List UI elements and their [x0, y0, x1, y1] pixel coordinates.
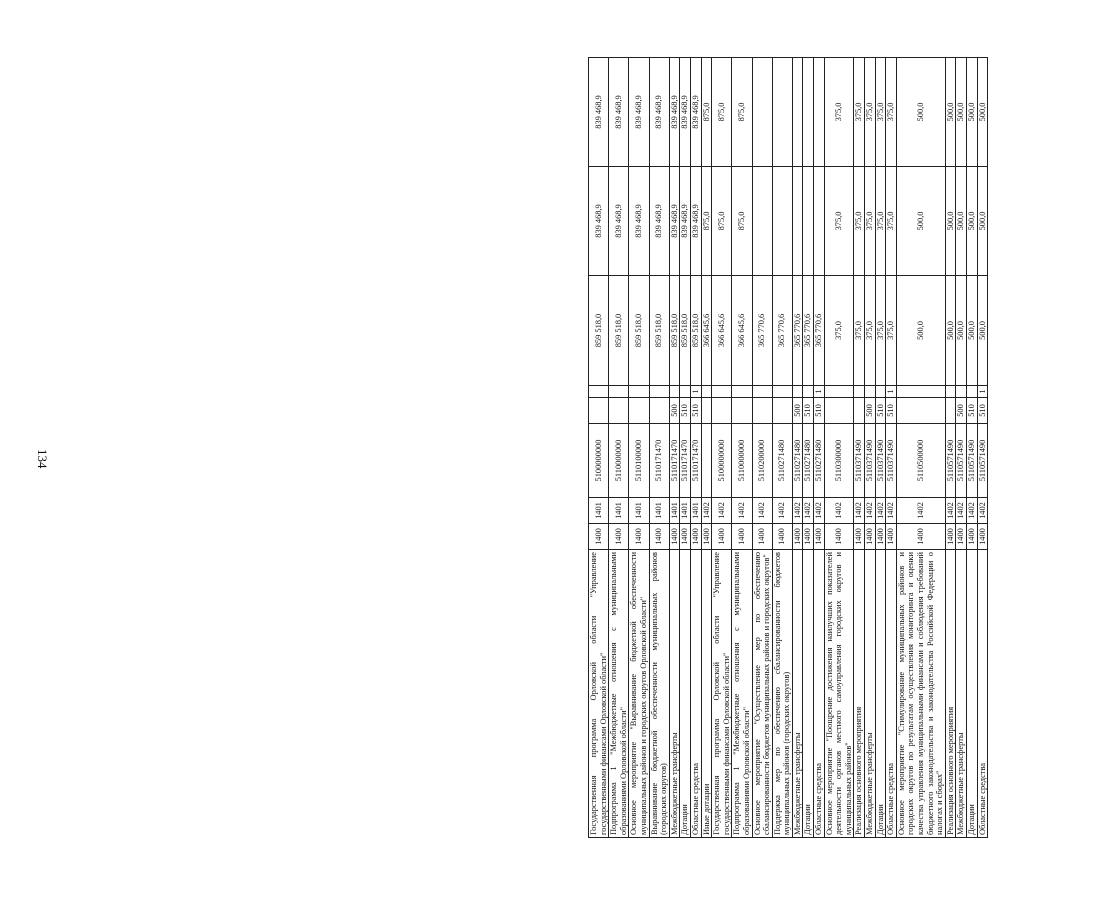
- row-marker: [772, 386, 792, 398]
- amount-year-3: 839 468,9: [649, 58, 669, 167]
- amount-year-1: 375,0: [854, 276, 865, 386]
- section-code: 1400: [609, 524, 629, 550]
- table-row: [629, 58, 649, 838]
- row-marker: 1: [886, 386, 897, 398]
- amount-year-3: 500,0: [945, 58, 956, 167]
- amount-year-1: 500,0: [956, 276, 967, 386]
- section-code: 1400: [732, 524, 752, 550]
- target-article-code: 5100000000: [712, 424, 732, 498]
- amount-year-1: 500,0: [945, 276, 956, 386]
- section-code: 1400: [977, 524, 988, 550]
- expense-type-code: [732, 398, 752, 424]
- row-marker: [966, 386, 977, 398]
- row-name: Реализация основного мероприятия: [854, 550, 865, 838]
- amount-year-3: 500,0: [956, 58, 967, 167]
- target-article-code: 5110171470: [669, 424, 680, 498]
- expense-type-code: [629, 398, 649, 424]
- table-row: [589, 58, 609, 838]
- section-code: 1400: [629, 524, 649, 550]
- table-row: [712, 58, 732, 838]
- section-code: 1400: [956, 524, 967, 550]
- expense-type-code: [701, 398, 712, 424]
- table-row: [701, 58, 712, 838]
- amount-year-3: 839 468,9: [669, 58, 680, 167]
- subsection-code: 1401: [690, 498, 701, 524]
- row-name: Областные средства: [690, 550, 701, 838]
- amount-year-3: 500,0: [896, 58, 945, 167]
- amount-year-1: 859 518,0: [649, 276, 669, 386]
- amount-year-2: 839 468,9: [669, 167, 680, 276]
- expense-type-code: 510: [977, 398, 988, 424]
- amount-year-3: [792, 58, 803, 167]
- target-article-code: [701, 424, 712, 498]
- section-code: 1400: [824, 524, 854, 550]
- expense-type-code: [712, 398, 732, 424]
- table-row: [690, 58, 701, 838]
- expense-type-code: [772, 398, 792, 424]
- expense-type-code: [752, 398, 772, 424]
- expense-type-code: [854, 398, 865, 424]
- amount-year-1: 375,0: [875, 276, 886, 386]
- amount-year-2: 500,0: [966, 167, 977, 276]
- row-name: Дотации: [680, 550, 691, 838]
- target-article-code: 5110571490: [966, 424, 977, 498]
- expense-type-code: 510: [966, 398, 977, 424]
- subsection-code: 1402: [896, 498, 945, 524]
- subsection-code: 1402: [956, 498, 967, 524]
- subsection-code: 1401: [669, 498, 680, 524]
- amount-year-1: 375,0: [824, 276, 854, 386]
- row-marker: [609, 386, 629, 398]
- expense-type-code: 510: [690, 398, 701, 424]
- amount-year-2: 839 468,9: [649, 167, 669, 276]
- table-row: [732, 58, 752, 838]
- target-article-code: 5110371490: [854, 424, 865, 498]
- subsection-code: 1402: [752, 498, 772, 524]
- row-marker: [896, 386, 945, 398]
- row-name: Межбюджетные трансферты: [669, 550, 680, 838]
- expense-type-code: [649, 398, 669, 424]
- target-article-code: 5110000000: [732, 424, 752, 498]
- amount-year-2: 839 468,9: [690, 167, 701, 276]
- row-name: Подпрограмма 1 "Межбюджетные отношения с муниципальными образованиями Орловской области": [609, 550, 629, 838]
- amount-year-1: 375,0: [886, 276, 897, 386]
- amount-year-2: 375,0: [886, 167, 897, 276]
- amount-year-2: 839 468,9: [609, 167, 629, 276]
- row-name: Основное мероприятие "Поощрение достижения наилучших показателей деятельности органов местного самоуправления городских округов и муниципальных районов": [824, 550, 854, 838]
- section-code: 1400: [886, 524, 897, 550]
- amount-year-2: 375,0: [824, 167, 854, 276]
- table-row: [956, 58, 967, 838]
- amount-year-3: 375,0: [865, 58, 876, 167]
- amount-year-1: 375,0: [865, 276, 876, 386]
- expense-type-code: 500: [956, 398, 967, 424]
- section-code: 1400: [701, 524, 712, 550]
- amount-year-2: 500,0: [956, 167, 967, 276]
- section-code: 1400: [690, 524, 701, 550]
- amount-year-2: 500,0: [945, 167, 956, 276]
- table-row: [792, 58, 803, 838]
- subsection-code: 1402: [865, 498, 876, 524]
- amount-year-1: 365 770,6: [803, 276, 814, 386]
- amount-year-2: [792, 167, 803, 276]
- target-article-code: 5110171470: [680, 424, 691, 498]
- subsection-code: 1402: [854, 498, 865, 524]
- amount-year-1: 859 518,0: [609, 276, 629, 386]
- amount-year-1: 365 770,6: [792, 276, 803, 386]
- expense-type-code: 500: [792, 398, 803, 424]
- row-marker: 1: [977, 386, 988, 398]
- section-code: 1400: [966, 524, 977, 550]
- amount-year-2: [772, 167, 792, 276]
- amount-year-3: 375,0: [875, 58, 886, 167]
- amount-year-1: 859 518,0: [680, 276, 691, 386]
- row-name: Дотации: [803, 550, 814, 838]
- amount-year-2: 375,0: [854, 167, 865, 276]
- subsection-code: 1402: [732, 498, 752, 524]
- amount-year-3: 875,0: [712, 58, 732, 167]
- amount-year-3: 500,0: [977, 58, 988, 167]
- target-article-code: 5110171470: [649, 424, 669, 498]
- table-row: [609, 58, 629, 838]
- row-name: Выравнивание бюджетной обеспеченности муниципальных районов (городских округов): [649, 550, 669, 838]
- target-article-code: 5110571490: [945, 424, 956, 498]
- amount-year-3: 375,0: [824, 58, 854, 167]
- table-row: [966, 58, 977, 838]
- table-row: [854, 58, 865, 838]
- page-number: 134: [35, 449, 50, 469]
- amount-year-3: [772, 58, 792, 167]
- row-marker: [701, 386, 712, 398]
- amount-year-2: 839 468,9: [680, 167, 691, 276]
- expense-type-code: [896, 398, 945, 424]
- target-article-code: 5110100000: [629, 424, 649, 498]
- rotated-table-container: [588, 58, 1106, 838]
- amount-year-2: 500,0: [896, 167, 945, 276]
- amount-year-1: 500,0: [966, 276, 977, 386]
- row-marker: [865, 386, 876, 398]
- amount-year-2: 875,0: [732, 167, 752, 276]
- section-code: 1400: [875, 524, 886, 550]
- table-row: [752, 58, 772, 838]
- row-marker: [680, 386, 691, 398]
- amount-year-1: 365 770,6: [772, 276, 792, 386]
- amount-year-2: 875,0: [701, 167, 712, 276]
- section-code: 1400: [752, 524, 772, 550]
- row-marker: [956, 386, 967, 398]
- table-row: [945, 58, 956, 838]
- row-name: Государственная программа Орловской области "Управление государственными финансами Орловской области": [712, 550, 732, 838]
- section-code: 1400: [896, 524, 945, 550]
- amount-year-1: 859 518,0: [669, 276, 680, 386]
- expense-type-code: 500: [669, 398, 680, 424]
- row-name: Иные дотации: [701, 550, 712, 838]
- row-name: Межбюджетные трансферты: [792, 550, 803, 838]
- row-marker: [803, 386, 814, 398]
- amount-year-3: 839 468,9: [629, 58, 649, 167]
- expense-type-code: [609, 398, 629, 424]
- row-name: Основное мероприятие "Стимулирование муниципальных районов и городских округов по результатам осуществления мониторинга и оценки качества управления муниципальными финансами и соблюдения требований бюджетного законодательства и законодательства Российской Федерации о налогах и сборах": [896, 550, 945, 838]
- amount-year-3: 839 468,9: [680, 58, 691, 167]
- section-code: 1400: [803, 524, 814, 550]
- table-row: [875, 58, 886, 838]
- expense-type-code: 510: [680, 398, 691, 424]
- row-name: Областные средства: [886, 550, 897, 838]
- target-article-code: 5110000000: [609, 424, 629, 498]
- table-row: [886, 58, 897, 838]
- row-name: Дотации: [966, 550, 977, 838]
- row-name: Межбюджетные трансферты: [865, 550, 876, 838]
- subsection-code: 1402: [712, 498, 732, 524]
- section-code: 1400: [792, 524, 803, 550]
- expense-type-code: 510: [803, 398, 814, 424]
- row-marker: [945, 386, 956, 398]
- target-article-code: 5110300000: [824, 424, 854, 498]
- subsection-code: 1402: [945, 498, 956, 524]
- target-article-code: 5110171470: [690, 424, 701, 498]
- section-code: 1400: [669, 524, 680, 550]
- section-code: 1400: [854, 524, 865, 550]
- amount-year-2: [814, 167, 825, 276]
- amount-year-3: 500,0: [966, 58, 977, 167]
- row-marker: [712, 386, 732, 398]
- amount-year-1: 365 770,6: [814, 276, 825, 386]
- row-marker: [854, 386, 865, 398]
- table-row: [814, 58, 825, 838]
- row-name: Дотации: [875, 550, 886, 838]
- amount-year-2: 500,0: [977, 167, 988, 276]
- amount-year-3: 875,0: [732, 58, 752, 167]
- target-article-code: 5110271480: [792, 424, 803, 498]
- amount-year-3: [814, 58, 825, 167]
- row-name: Основное мероприятие "Осуществление мер по обеспечению сбалансированности бюджетов муниципальных районов и городских округов": [752, 550, 772, 838]
- table-row: [896, 58, 945, 838]
- row-marker: [589, 386, 609, 398]
- target-article-code: 5110271480: [772, 424, 792, 498]
- amount-year-1: 366 645,6: [712, 276, 732, 386]
- section-code: 1400: [772, 524, 792, 550]
- amount-year-1: 366 645,6: [701, 276, 712, 386]
- row-marker: 1: [690, 386, 701, 398]
- expense-type-code: 500: [865, 398, 876, 424]
- table-row: [824, 58, 854, 838]
- amount-year-2: [803, 167, 814, 276]
- target-article-code: 5110271480: [803, 424, 814, 498]
- expense-type-code: 510: [875, 398, 886, 424]
- target-article-code: 5110371490: [886, 424, 897, 498]
- amount-year-3: [803, 58, 814, 167]
- amount-year-3: 839 468,9: [609, 58, 629, 167]
- amount-year-1: 365 770,6: [752, 276, 772, 386]
- section-code: 1400: [649, 524, 669, 550]
- table-row: [977, 58, 988, 838]
- subsection-code: 1402: [886, 498, 897, 524]
- subsection-code: 1402: [966, 498, 977, 524]
- table-row: [803, 58, 814, 838]
- row-marker: [732, 386, 752, 398]
- row-marker: [649, 386, 669, 398]
- row-name: Государственная программа Орловской области "Управление государственными финансами Орловской области": [589, 550, 609, 838]
- amount-year-3: 839 468,9: [589, 58, 609, 167]
- section-code: 1400: [589, 524, 609, 550]
- row-marker: [752, 386, 772, 398]
- target-article-code: 5110571490: [956, 424, 967, 498]
- budget-table: [588, 57, 988, 838]
- target-article-code: 5110271480: [814, 424, 825, 498]
- row-marker: 1: [814, 386, 825, 398]
- target-article-code: 5110200000: [752, 424, 772, 498]
- table-row: [772, 58, 792, 838]
- row-name: Межбюджетные трансферты: [956, 550, 967, 838]
- amount-year-1: 859 518,0: [589, 276, 609, 386]
- amount-year-3: [752, 58, 772, 167]
- expense-type-code: [824, 398, 854, 424]
- expense-type-code: 510: [886, 398, 897, 424]
- subsection-code: 1402: [772, 498, 792, 524]
- target-article-code: 5110571490: [977, 424, 988, 498]
- expense-type-code: [945, 398, 956, 424]
- target-article-code: 5100000000: [589, 424, 609, 498]
- amount-year-2: 375,0: [875, 167, 886, 276]
- expense-type-code: [589, 398, 609, 424]
- amount-year-1: 500,0: [977, 276, 988, 386]
- amount-year-1: 500,0: [896, 276, 945, 386]
- subsection-code: 1401: [649, 498, 669, 524]
- row-marker: [669, 386, 680, 398]
- amount-year-2: 839 468,9: [589, 167, 609, 276]
- amount-year-2: [752, 167, 772, 276]
- subsection-code: 1401: [589, 498, 609, 524]
- amount-year-1: 859 518,0: [629, 276, 649, 386]
- table-row: [669, 58, 680, 838]
- table-row: [680, 58, 691, 838]
- subsection-code: 1402: [803, 498, 814, 524]
- amount-year-3: 375,0: [886, 58, 897, 167]
- table-row: [649, 58, 669, 838]
- subsection-code: 1402: [792, 498, 803, 524]
- row-name: Областные средства: [814, 550, 825, 838]
- amount-year-1: 859 518,0: [690, 276, 701, 386]
- section-code: 1400: [680, 524, 691, 550]
- table-body: [589, 58, 988, 838]
- target-article-code: 5110500000: [896, 424, 945, 498]
- row-marker: [875, 386, 886, 398]
- row-name: Областные средства: [977, 550, 988, 838]
- section-code: 1400: [865, 524, 876, 550]
- amount-year-1: 366 645,6: [732, 276, 752, 386]
- subsection-code: 1402: [814, 498, 825, 524]
- target-article-code: 5110371490: [875, 424, 886, 498]
- amount-year-3: 875,0: [701, 58, 712, 167]
- amount-year-3: 375,0: [854, 58, 865, 167]
- amount-year-2: 839 468,9: [629, 167, 649, 276]
- section-code: 1400: [945, 524, 956, 550]
- subsection-code: 1402: [977, 498, 988, 524]
- row-name: Основное мероприятие "Выравнивание бюджетной обеспеченности муниципальных районов и городских округов Орловской области": [629, 550, 649, 838]
- table-row: [865, 58, 876, 838]
- subsection-code: 1401: [629, 498, 649, 524]
- subsection-code: 1402: [824, 498, 854, 524]
- subsection-code: 1402: [875, 498, 886, 524]
- section-code: 1400: [814, 524, 825, 550]
- target-article-code: 5110371490: [865, 424, 876, 498]
- row-name: Реализация основного мероприятия: [945, 550, 956, 838]
- row-marker: [824, 386, 854, 398]
- amount-year-2: 375,0: [865, 167, 876, 276]
- subsection-code: 1402: [701, 498, 712, 524]
- amount-year-2: 875,0: [712, 167, 732, 276]
- subsection-code: 1401: [609, 498, 629, 524]
- subsection-code: 1401: [680, 498, 691, 524]
- row-marker: [792, 386, 803, 398]
- row-marker: [629, 386, 649, 398]
- amount-year-3: 839 468,9: [690, 58, 701, 167]
- section-code: 1400: [712, 524, 732, 550]
- row-name: Поддержка мер по обеспечению сбалансированности бюджетов муниципальных районов (городских округов): [772, 550, 792, 838]
- row-name: Подпрограмма 1 "Межбюджетные отношения с муниципальными образованиями Орловской области": [732, 550, 752, 838]
- expense-type-code: 510: [814, 398, 825, 424]
